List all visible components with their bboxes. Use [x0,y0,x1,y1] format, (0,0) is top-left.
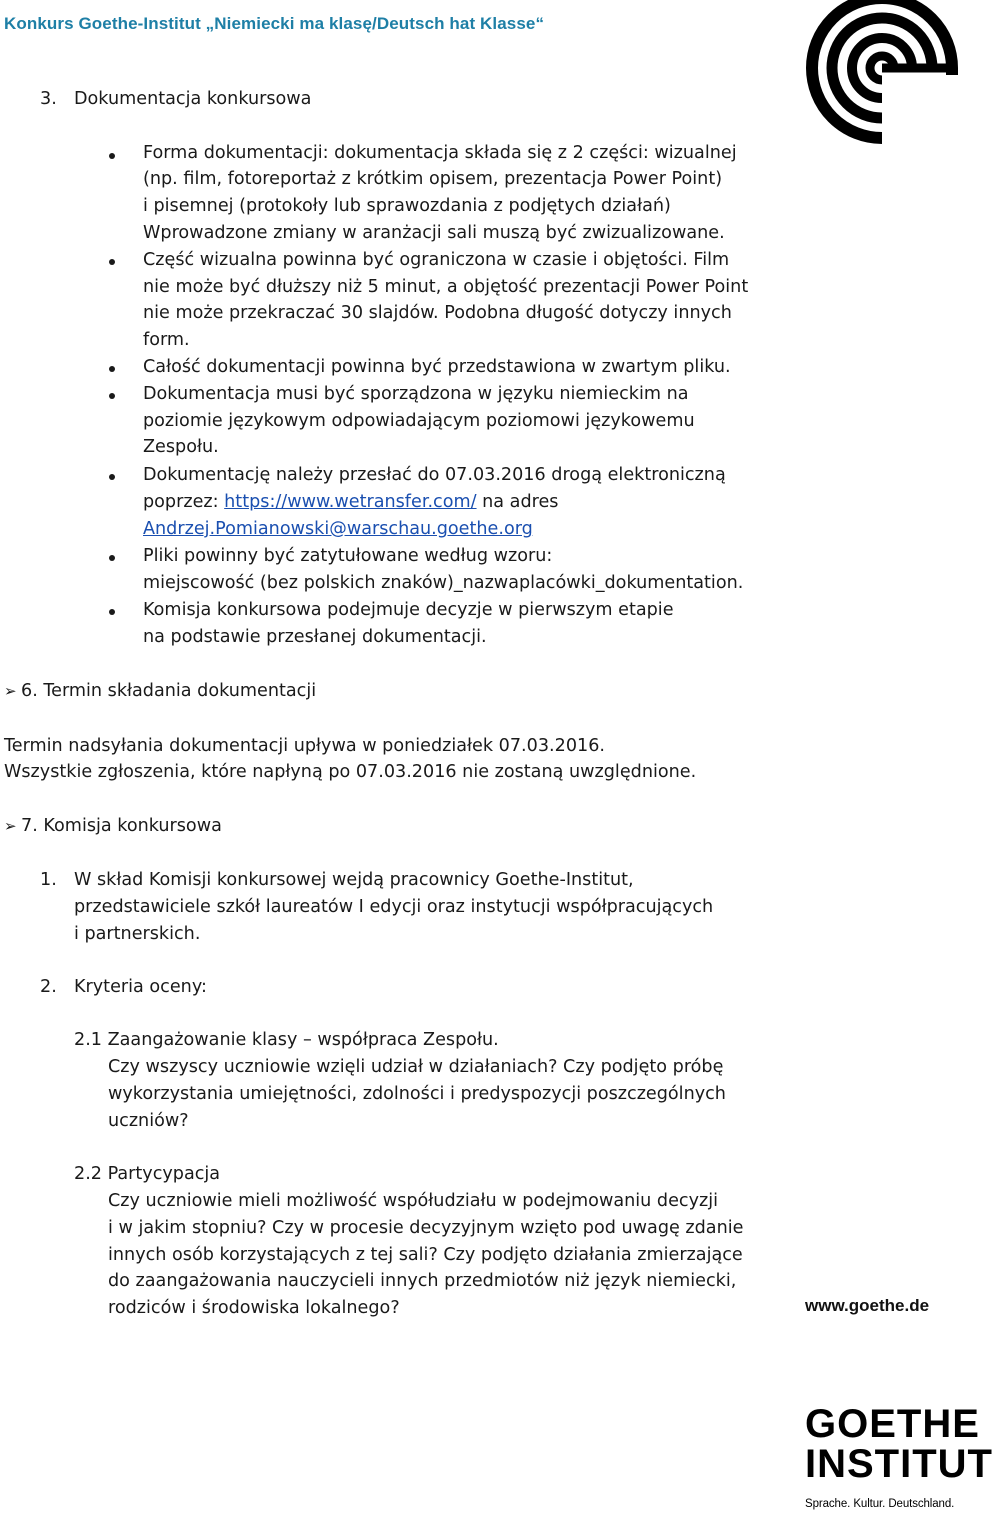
section-7-item-1-line: i partnerskich. [74,924,201,944]
goethe-spiral-logo-icon [800,0,960,150]
bullet-1-line: Wprowadzone zmiany w aranżacji sali muszą być zwizualizowane. [143,223,725,243]
section-7-item-1-line: przedstawiciele szkół laureatów I edycji oraz instytucji współpracujących [74,897,714,917]
section-7-item-2-number: 2. [40,977,57,997]
section-7-item-2-title: Kryteria oceny: [74,977,207,997]
section-7-title: 7. Komisja konkursowa [21,816,222,836]
criterion-2-1-line: wykorzystania umiejętności, zdolności i predyspozycji poszczególnych [108,1084,726,1104]
bullet-icon [109,474,115,480]
bullet-1-line: i pisemnej (protokoły lub sprawozdania z podjętych działań) [143,196,671,216]
bullet-2-line: Część wizualna powinna być ograniczona w czasie i objętości. Film [143,250,730,270]
bullet-icon [109,393,115,399]
bullet-5-prefix: poprzez: [143,492,225,512]
wetransfer-link[interactable]: https://www.wetransfer.com/ [224,492,477,512]
section-7-item-1-number: 1. [40,870,57,890]
email-link[interactable]: Andrzej.Pomianowski@warschau.goethe.org [143,519,533,539]
criterion-2-2-line: do zaangażowania nauczycieli innych przedmiotów niż język niemiecki, [108,1271,737,1291]
logo-tagline: Sprache. Kultur. Deutschland. [805,1498,955,1510]
bullet-5-line [143,489,558,516]
criterion-2-2-line: i w jakim stopniu? Czy w procesie decyzyjnym wzięto pod uwagę zdanie [108,1218,744,1238]
logo-line-institut: INSTITUT [805,1442,993,1486]
section-3-number: 3. [40,89,57,109]
bullet-3-line: Całość dokumentacji powinna być przedstawiona w zwartym pliku. [143,357,731,377]
bullet-icon [109,366,115,372]
bullet-7-line: na podstawie przesłanej dokumentacji. [143,627,487,647]
bullet-5-line [143,516,533,543]
bullet-6-line: miejscowość (bez polskich znaków)_nazwaplacówki_dokumentation. [143,573,744,593]
bullet-icon [109,609,115,615]
criterion-2-1-line: Czy wszyscy uczniowie wzięli udział w działaniach? Czy podjęto próbę [108,1057,724,1077]
section-7-item-1-line: W skład Komisji konkursowej wejdą pracownicy Goethe-Institut, [74,870,634,890]
bullet-icon [109,259,115,265]
document-header-title: Konkurs Goethe-Institut „Niemiecki ma klasę/Deutsch hat Klasse“ [4,14,545,33]
criterion-2-2-line: rodziców i środowiska lokalnego? [108,1298,400,1318]
website-link[interactable]: www.goethe.de [805,1296,930,1315]
bullet-5-suffix: na adres [476,492,559,512]
arrow-bullet-icon: ➢ [4,817,17,835]
criterion-2-2-line: Czy uczniowie mieli możliwość współudziału w podejmowaniu decyzji [108,1191,718,1211]
section-6-title: 6. Termin składania dokumentacji [21,681,317,701]
criterion-2-2-heading: 2.2 Partycypacja [74,1164,221,1184]
bullet-4-line: Dokumentacja musi być sporządzona w języku niemieckim na [143,384,689,404]
bullet-6-line: Pliki powinny być zatytułowane według wzoru: [143,546,553,566]
criterion-2-1-line: uczniów? [108,1111,189,1131]
section-6-line: Termin nadsyłania dokumentacji upływa w poniedziałek 07.03.2016. [4,736,605,756]
bullet-2-line: nie może być dłuższy niż 5 minut, a objętość prezentacji Power Point [143,277,749,297]
bullet-2-line: form. [143,330,190,350]
bullet-7-line: Komisja konkursowa podejmuje decyzje w pierwszym etapie [143,600,674,620]
bullet-1-line: (np. film, fotoreportaż z krótkim opisem, prezentacja Power Point) [143,169,723,189]
bullet-icon [109,153,115,159]
bullet-2-line: nie może przekraczać 30 slajdów. Podobna długość dotyczy innych [143,303,732,323]
bullet-4-line: poziomie językowym odpowiadającym poziomowi językowemu [143,411,695,431]
arrow-bullet-icon: ➢ [4,682,17,700]
criterion-2-1-heading: 2.1 Zaangażowanie klasy – współpraca Zespołu. [74,1030,499,1050]
bullet-icon [109,555,115,561]
bullet-5-line: Dokumentację należy przesłać do 07.03.2016 drogą elektroniczną [143,465,726,485]
section-3-title: Dokumentacja konkursowa [74,89,312,109]
logo-line-goethe: GOETHE [805,1402,980,1446]
bullet-4-line: Zespołu. [143,437,219,457]
section-6-line: Wszystkie zgłoszenia, które napłyną po 07.03.2016 nie zostaną uwzględnione. [4,762,697,782]
criterion-2-2-line: innych osób korzystających z tej sali? Czy podjęto działania zmierzające [108,1245,743,1265]
goethe-institut-logo [805,1404,993,1510]
bullet-1-line: Forma dokumentacji: dokumentacja składa się z 2 części: wizualnej [143,143,737,163]
